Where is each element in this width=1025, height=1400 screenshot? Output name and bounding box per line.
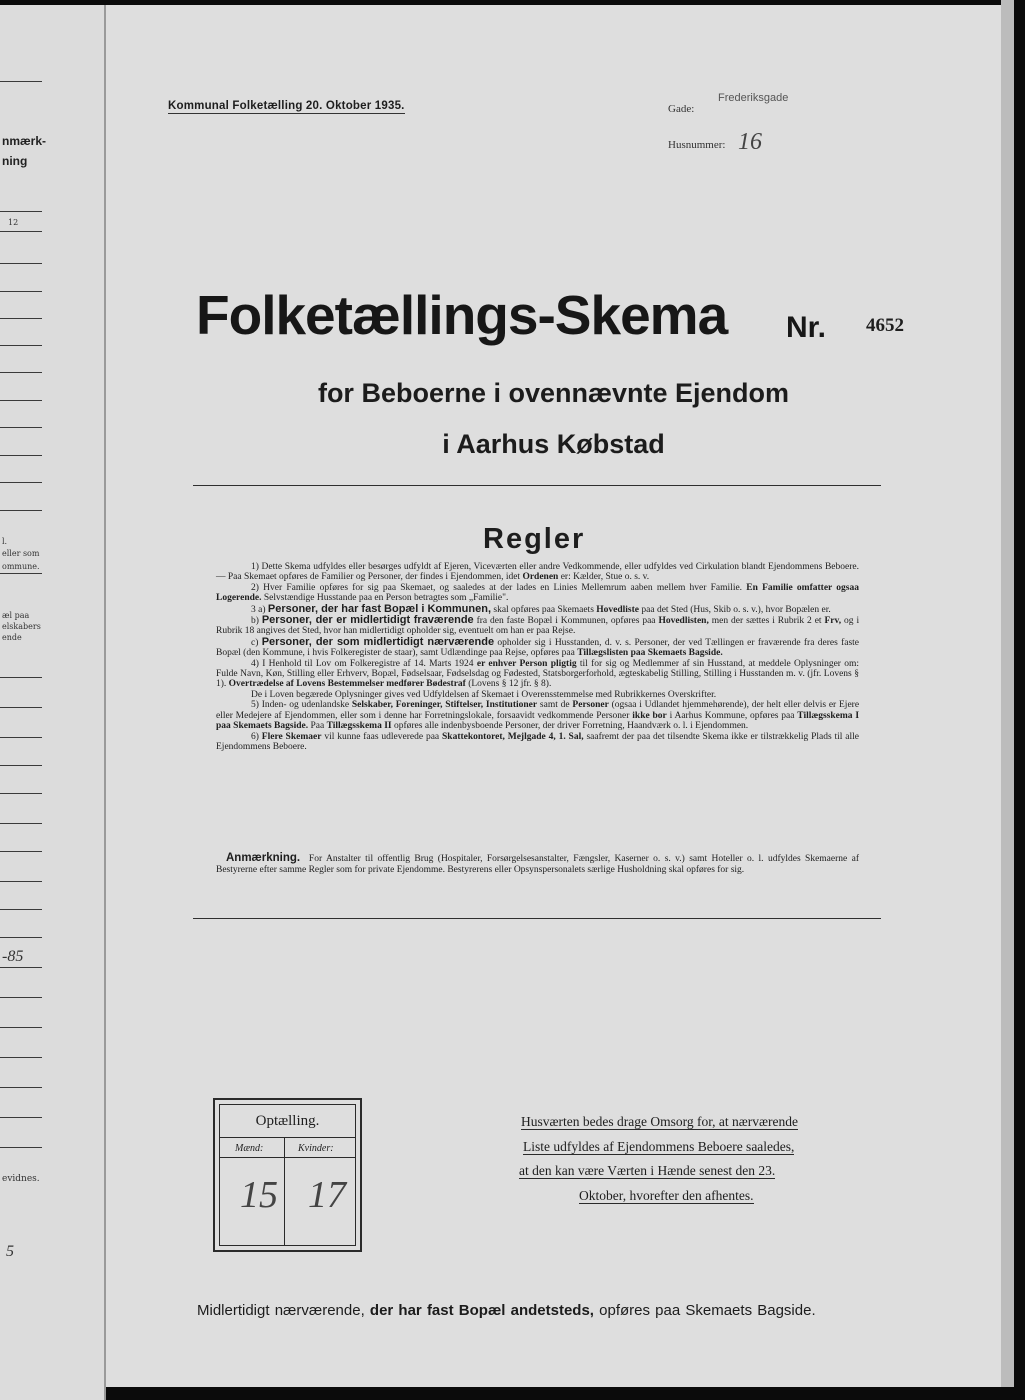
women-label: Kvinder: — [298, 1143, 334, 1154]
divider — [0, 967, 42, 968]
left-heading: nmærk- — [2, 134, 47, 148]
divider — [0, 427, 42, 428]
left-text: æl paa — [2, 611, 30, 620]
divider — [0, 81, 42, 82]
divider — [0, 737, 42, 738]
divider — [0, 997, 42, 998]
divider — [193, 485, 881, 486]
men-label: Mænd: — [235, 1143, 264, 1154]
divider — [0, 1057, 42, 1058]
divider — [0, 263, 42, 264]
divider — [0, 372, 42, 373]
house-number-label: Husnummer: — [668, 139, 726, 151]
divider — [0, 765, 42, 766]
divider — [0, 677, 42, 678]
house-number-value: 16 — [738, 129, 762, 155]
divider — [0, 482, 42, 483]
instruction-line: Oktober, hvorefter den afhentes. — [579, 1187, 754, 1203]
divider — [0, 455, 42, 456]
rules-text: 1) Dette Skema udfyldes eller besørges udfyldt af Ejeren, Viceværten eller andre Vedkommende, eller udfyldes ved Cirkulation blandt Ejendommens Beboere. — Paa Skemaet opføres de Familier og Personer, der findes i Ejendommen, idet Ordenen er: Kælder, Stue o. s. v. 2) Hver Familie opføres for sig paa Skemaet, og saaledes at der lades en Linies Mellemrum aaben mellem hver Familie. En Familie omfatter ogsaa Logerende. Selvstændige Husstande paa en Person betragtes som „Familie". 3 a) Personer, der har fast Bopæl i Kommunen, skal opføres paa Skemaets Hovedliste paa det Sted (Hus, Skib o. s. v.), hvor Bopælen er. b) Personer, der er midlertidigt fraværende fra den faste Bopæl i Kommunen, opføres paa Hovedlisten, men der sættes i Rubrik 2 et Frv, og i Rubrik 18 angives det Sted, hvor han midlertidigt opholder sig, eventuelt om han er paa Rejse. c) Personer, der som midlertidigt nærværende opholder sig i Husstanden, d. v. s. Personer, der ved Tællingen er fraværende fra deres faste Bopæl (den Kommune, i hvis Folkeregister de staar), samt Udlændinge paa Rejse, opføres paa Tillægslisten paa Skemaets Bagside. 4) I Henhold til Lov om Folkeregistre af 14. Marts 1924 er enhver Person pligtig til for sig og Medlemmer af sin Husstand, at meddele Oplysninger om: Fulde Navn, Køn, Stilling eller Erhverv, Bopæl, Fødselsaar, Fødselsdag og Fødested, Statsborgerforhold, ægteskabelig Stilling, Stilling i Husstanden m. v. (jfr. Lovens § 1). Overtrædelse af Lovens Bestemmelser medfører Bødestraf (Lovens § 12 jfr. § 8). De i Loven begærede Oplysninger gives ved Udfyldelsen af Skemaet i Overensstemmelse med Rubrikkernes Overskrifter. 5) Inden- og udenlandske Selskaber, Foreninger, Stiftelser, Institutioner samt de Personer (ogsaa i Udlandet hjemmehørende), der helt eller delvis er Ejere eller Medejere af Ejendommen, eller som i denne har Forretningslokale, forsaavidt vedkommende Personer ikke bor i Aarhus Kommune, opføres paa Tillægsskema I paa Skemaets Bagside. Paa Tillægsskema II opføres alle indenbysboende Personer, der driver Forretning, Haandværk o. l. i Ejendommen. 6) Flere Skemaer vil kunne faas udleverede paa Skattekontoret, Mejlgade 4, 1. Sal, saafremt der paa det tilsendte Skema ikke er tilstrækkelig Plads til alle Ejendommens Beboere. — [216, 562, 860, 752]
divider — [0, 318, 42, 319]
subtitle-city: i Aarhus Købstad — [442, 429, 665, 459]
census-heading: Kommunal Folketælling 20. Oktober 1935. — [168, 100, 405, 112]
instruction-line: at den kan være Værten i Hænde senest den 23. — [519, 1163, 776, 1178]
landlord-instructions — [511, 1110, 871, 1208]
street-value: Frederiksgade — [718, 92, 789, 104]
left-text: ende — [2, 633, 22, 642]
left-text: ommune. — [2, 562, 40, 571]
annotation-key: Anmærkning. — [226, 852, 301, 864]
divider — [0, 1027, 42, 1028]
rules-heading: Regler — [483, 523, 586, 555]
women-count: 17 — [308, 1174, 346, 1216]
divider — [0, 793, 42, 794]
divider — [0, 823, 42, 824]
divider — [0, 211, 42, 212]
form-title: Folketællings-Skema — [196, 284, 728, 346]
divider — [284, 1137, 285, 1245]
divider — [0, 573, 42, 574]
footer-note: Midlertidigt nærværende, der har fast Bopæl andetsteds, opføres paa Skemaets Bagside. — [197, 1302, 816, 1319]
divider — [0, 707, 42, 708]
divider — [0, 881, 42, 882]
annotation-note: Anmærkning. For Anstalter til offentlig Brug (Hospitaler, Forsørgelsesanstalter, Fængsler, Kaserner o. s. v.) samt Hoteller o. l. udfyldes Skemaerne af Bestyrerne efter samme Regler som for private Ejendomme. Bestyrerens eller Opsynspersonalets særlige Husholdning skal opføres for sig. — [216, 852, 860, 875]
divider — [0, 345, 42, 346]
divider — [0, 909, 42, 910]
divider — [0, 851, 42, 852]
divider — [220, 1137, 355, 1138]
census-form-page — [106, 5, 1001, 1387]
divider — [0, 400, 42, 401]
subtitle: for Beboerne i ovennævnte Ejendom — [317, 378, 790, 408]
divider — [220, 1157, 355, 1158]
form-number: 4652 — [866, 315, 904, 336]
number-label: Nr. — [786, 311, 827, 344]
divider — [0, 1117, 42, 1118]
divider — [0, 231, 42, 232]
divider — [0, 510, 42, 511]
handwritten-mark: -85 — [2, 948, 24, 965]
count-box — [213, 1098, 362, 1252]
instruction-line: Liste udfyldes af Ejendommens Beboere saaledes, — [523, 1138, 795, 1154]
left-text: evidnes. — [2, 1174, 40, 1184]
page-edge — [1001, 0, 1014, 1387]
divider — [193, 918, 881, 919]
divider — [0, 291, 42, 292]
divider — [0, 937, 42, 938]
handwritten-mark: 5 — [6, 1243, 14, 1260]
divider — [0, 1087, 42, 1088]
left-text: elskabers — [2, 622, 41, 631]
count-title: Optælling. — [255, 1113, 320, 1129]
left-heading: ning — [2, 154, 28, 168]
left-text: l. — [2, 537, 8, 546]
instruction-line: Husværten bedes drage Omsorg for, at nærværende — [521, 1114, 799, 1129]
left-adjacent-page — [0, 5, 106, 1400]
left-text: eller som — [2, 549, 40, 558]
street-label: Gade: — [668, 103, 695, 115]
divider — [0, 1147, 42, 1148]
column-number: 12 — [8, 218, 19, 227]
men-count: 15 — [240, 1174, 278, 1216]
